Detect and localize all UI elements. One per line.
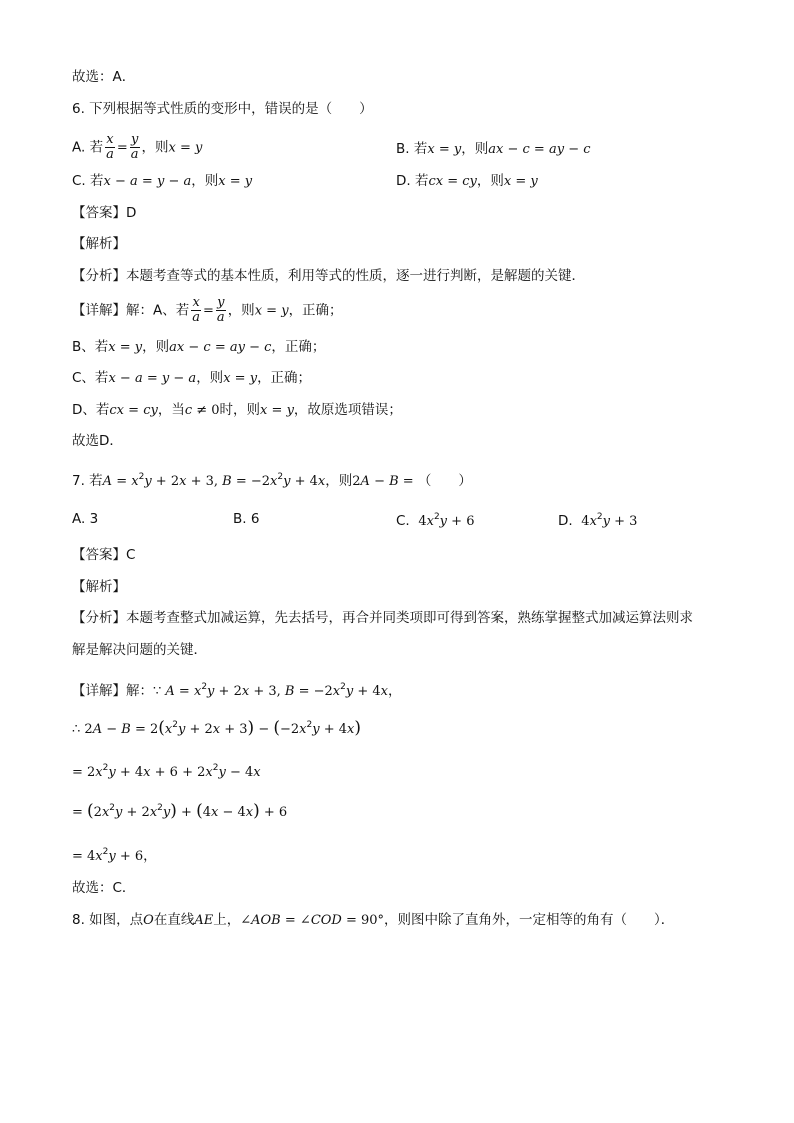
q7-option-a: A. 3	[72, 511, 99, 527]
q6-option-b: B. 若x = y，则ax − c = ay − c	[396, 141, 591, 157]
q6-stem: 6. 下列根据等式性质的变形中，错误的是（ ）	[72, 101, 373, 117]
q8-stem: 8. 如图，点O在直线AE上，∠AOB = ∠COD = 90°，则图中除了直角外，一定相等的角有（ ）．	[72, 912, 675, 928]
q7-option-d: D. $4x^2y + 3$	[558, 512, 638, 529]
q7-step-2: = $2x^2y + 4x + 6 + 2x^2y - 4x$	[72, 763, 261, 780]
fraction-y-over-a: $\frac{y}{a}$	[130, 132, 139, 162]
q6-answer: 【答案】D	[72, 205, 137, 221]
q6-detail-a: 【详解】解：A、若 $\frac{x}{a}$ = $\frac{y}{a}$ ，则x = y，正确；	[72, 295, 343, 325]
fraction-x-over-a: $\frac{x}{a}$	[106, 132, 114, 162]
fraction-x-over-a: $\frac{x}{a}$	[192, 295, 201, 325]
q7-option-c: C. $4x^2y + 6$	[396, 512, 475, 529]
q7-stem: 7. 若$A = x^2y + 2x + 3$, $B = -2x^2y + 4x$，则2A − B = （ ）	[72, 472, 472, 489]
q7-step-3: = $(2x^2y + 2x^2y) + (4x - 4x) + 6$	[72, 801, 288, 821]
q7-analysis-text-2: 解是解决问题的关键．	[72, 642, 207, 658]
q6-choose: 故选D．	[72, 433, 123, 449]
q6-detail-c: C、若x − a = y − a，则x = y，正确；	[72, 370, 312, 386]
q7-option-b: B. 6	[233, 511, 260, 527]
q7-step-1: ∴ $2A - B = 2(x^2y + 2x + 3) - (-2x^2y + 4x)$	[72, 718, 362, 738]
q6-option-a: A. 若 $\frac{x}{a}$ = $\frac{y}{a}$ ，则x = y	[72, 132, 203, 162]
q7-choose: 故选：C．	[72, 880, 136, 896]
q6-analysis-heading: 【解析】	[72, 236, 126, 252]
q6-option-c: C. 若x − a = y − a，则x = y	[72, 173, 253, 189]
q6-detail-b: B、若x = y，则ax − c = ay − c，正确；	[72, 339, 326, 355]
q6-detail-d: D、若cx = cy，当c ≠ 0时，则x = y，故原选项错误；	[72, 402, 402, 418]
q7-answer: 【答案】C	[72, 547, 136, 563]
q7-step-4: = $4x^2y + 6$，	[72, 847, 157, 864]
q6-option-d: D. 若cx = cy，则x = y	[396, 173, 538, 189]
q6-analysis-text: 【分析】本题考查等式的基本性质，利用等式的性质，逐一进行判断，是解题的关键．	[72, 268, 585, 284]
prev-answer-line: 故选：A．	[72, 69, 136, 85]
fraction-y-over-a: $\frac{y}{a}$	[216, 295, 225, 325]
q7-detail-given: 【详解】解：∵ $A = x^2y + 2x + 3$, $B = -2x^2y + 4x$，	[72, 682, 402, 699]
q7-analysis-heading: 【解析】	[72, 579, 126, 595]
q7-analysis-text-1: 【分析】本题考查整式加减运算，先去括号，再合并同类项即可得到答案，熟练掌握整式加减运算法则求	[72, 610, 693, 626]
